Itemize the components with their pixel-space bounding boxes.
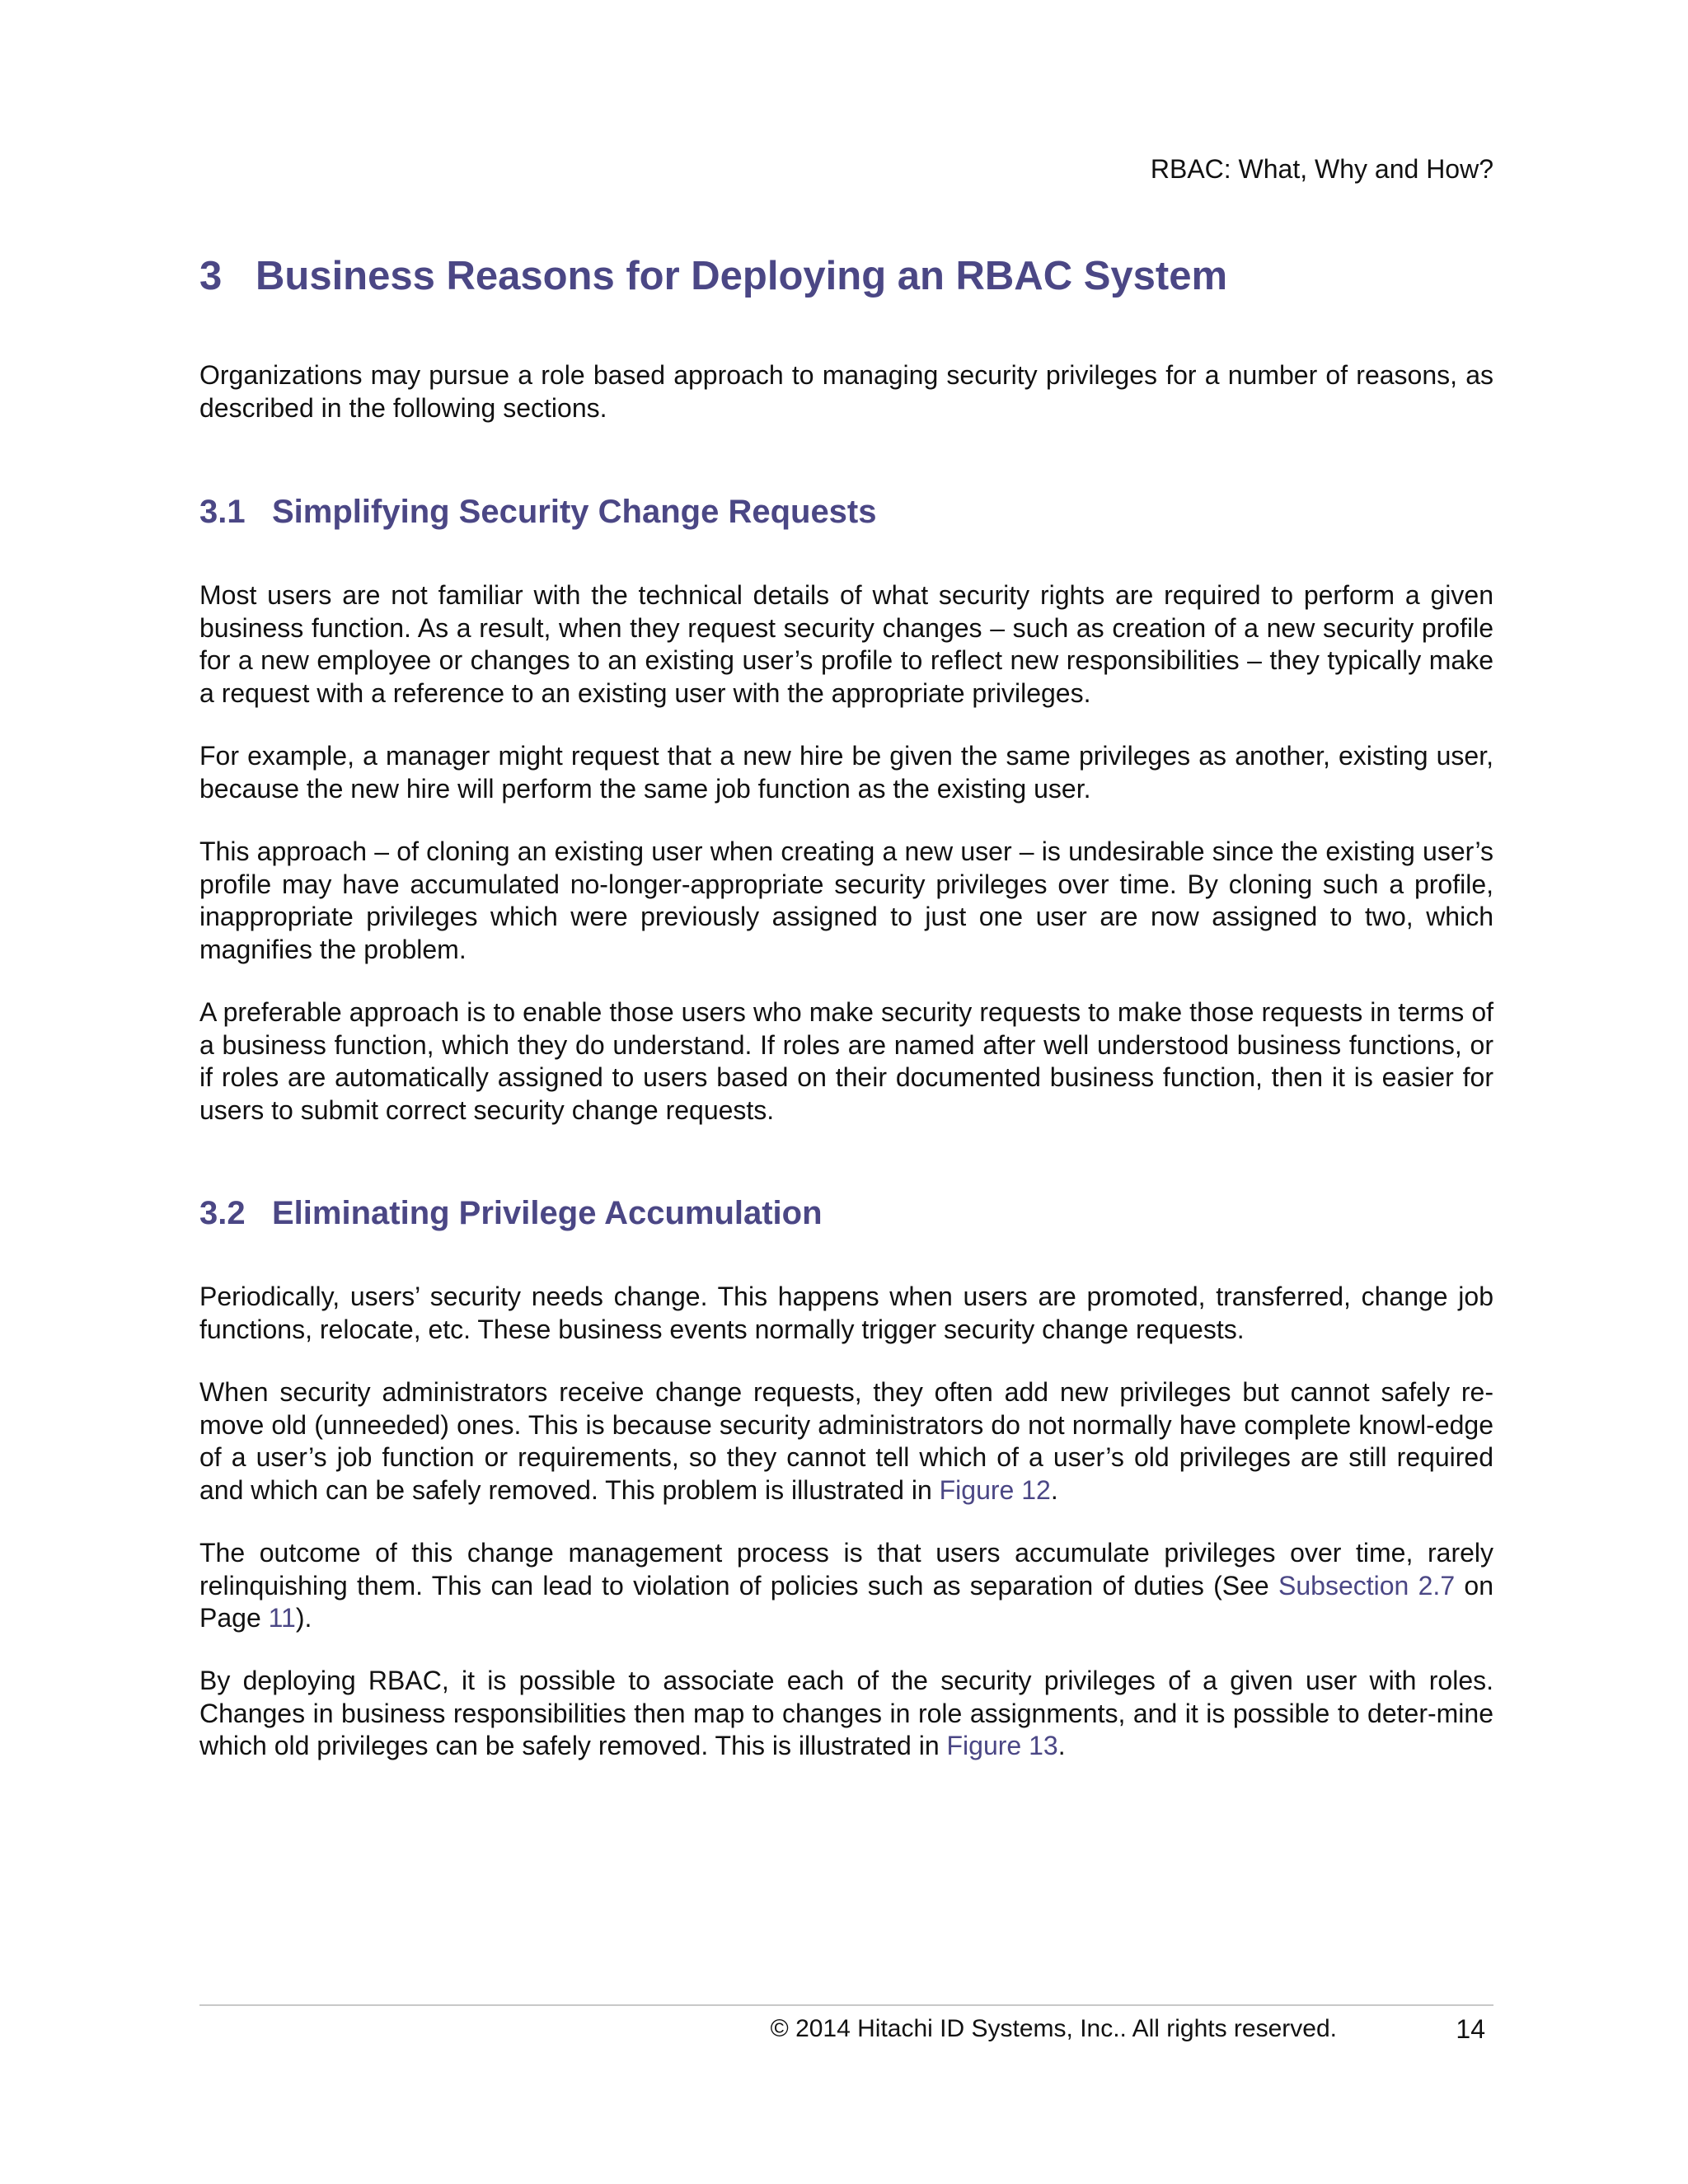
page-11-link[interactable]: 11	[268, 1603, 296, 1633]
subsection-heading-3-2	[199, 1193, 823, 1234]
subsection-heading-3-1	[199, 491, 877, 532]
subsection-2-7-link[interactable]: Subsection 2.7	[1278, 1570, 1456, 1601]
footer-copyright: © 2014 Hitachi ID Systems, Inc.. All rights reserved.	[770, 2015, 1337, 2042]
section-heading	[199, 251, 1227, 301]
paragraph: A preferable approach is to enable those users who make security requests to make those requests in terms of a business function, which they do understand. If roles are named after well understood business functions, or if roles are automatically assigned to users based on their documented business function, then it is easier for users to submit correct security change requests.	[199, 997, 1493, 1125]
subsection-number: 3.2	[199, 1195, 246, 1231]
paragraph-text: ).	[295, 1603, 312, 1633]
paragraph: This approach – of cloning an existing user when creating a new user – is undesirable since the existing user’s profile may have accumulated no-longer-appropriate security privileges over time. By cloning such a profile, inappropriate privileges which were previously assigned to just one user are now assigned to two, which magnifies the problem.	[199, 837, 1493, 964]
paragraph-text: on Page	[199, 1570, 1494, 1633]
paragraph	[199, 1665, 1493, 1763]
paragraph: Periodically, users’ security needs change. This happens when users are promoted, transferred, change job functions, relocate, etc. These business events normally trigger security change requests.	[199, 1282, 1493, 1344]
paragraph: Most users are not familiar with the technical details of what security rights are required to perform a given business function. As a result, when they request security changes – such as creation of a new security profile for a new employee or changes to an existing user’s profile to reflect new responsibilities – they typically make a request with a reference to an existing user with the appropriate privileges.	[199, 580, 1493, 708]
paragraph-text: The outcome of this change management process is that users accumulate privileges over time, rarely relinquishing them. This can lead to violation of policies such as separation of duties (See	[199, 1538, 1493, 1601]
section-number: 3	[199, 254, 223, 298]
subsection-title: Eliminating Privilege Accumulation	[272, 1195, 823, 1231]
subsection-number: 3.1	[199, 494, 246, 530]
paragraph-text: By deploying RBAC, it is possible to associate each of the security privileges of a given user with roles. Changes in business responsibilities then map to changes in role assignments, and it is possible to deter-mine which old privileges can be safely removed. This is illustrated in	[199, 1666, 1493, 1760]
paragraph-text: .	[1057, 1731, 1066, 1760]
footer-divider	[199, 2004, 1493, 2006]
subsection-title: Simplifying Security Change Requests	[272, 494, 877, 530]
running-header: RBAC: What, Why and How?	[1150, 154, 1493, 184]
section-title: Business Reasons for Deploying an RBAC System	[256, 254, 1228, 298]
figure-13-link[interactable]: Figure 13	[946, 1731, 1058, 1760]
section-intro-paragraph: Organizations may pursue a role based approach to managing security privileges for a number of reasons, as described in the following sections.	[199, 360, 1493, 423]
page-number: 14	[1456, 2014, 1485, 2044]
document-page	[199, 0, 1493, 2184]
paragraph	[199, 1376, 1493, 1507]
paragraph-text: When security administrators receive change requests, they often add new privileges but cannot safely re-move old (unneeded) ones. This is because security administrators do not normally have complete knowl-edge of a user’s job function or requirements, so they cannot tell which of a user’s old privileges are still required and which can be safely removed. This problem is illustrated in	[199, 1377, 1493, 1505]
paragraph: For example, a manager might request that a new hire be given the same privileges as another, existing user, because the new hire will perform the same job function as the existing user.	[199, 741, 1493, 804]
paragraph	[199, 1537, 1493, 1635]
paragraph-text: .	[1050, 1474, 1058, 1505]
figure-12-link[interactable]: Figure 12	[939, 1474, 1051, 1505]
